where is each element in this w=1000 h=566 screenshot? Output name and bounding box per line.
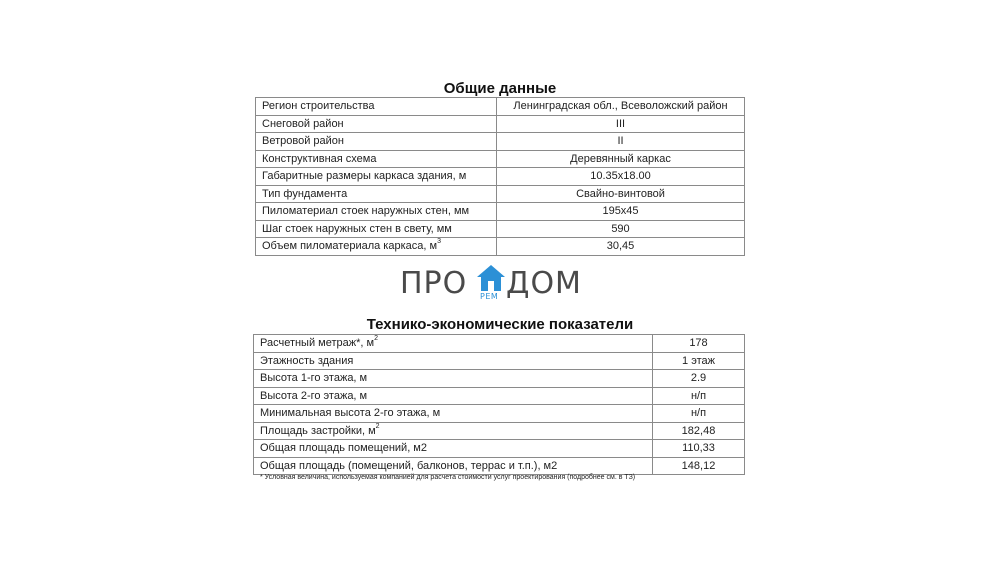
row-label: Ветровой район: [256, 133, 497, 151]
table-row: [256, 238, 745, 256]
table-row: [256, 168, 745, 186]
row-label: Конструктивная схема: [256, 150, 497, 168]
table-row: [256, 133, 745, 151]
row-value: 110,33: [653, 440, 745, 458]
general-data-table: [255, 97, 745, 256]
row-value: 2.9: [653, 370, 745, 388]
table-row: [254, 387, 745, 405]
unit-superscript: 2: [374, 335, 378, 343]
table-row: [256, 185, 745, 203]
row-label: Шаг стоек наружных стен в свету, мм: [256, 220, 497, 238]
row-value: н/п: [653, 387, 745, 405]
row-label: Высота 2-го этажа, м: [254, 387, 653, 405]
table-row: [254, 422, 745, 440]
row-label: [254, 422, 653, 440]
table-row: [254, 457, 745, 475]
table-row: [256, 220, 745, 238]
house-icon: [476, 264, 506, 292]
row-value: 182,48: [653, 422, 745, 440]
footnote: * Условная величина, используемая компанией для расчета стоимости услуг проектирования (подробнее см. в ТЗ): [260, 474, 636, 481]
row-label: Габаритные размеры каркаса здания, м: [256, 168, 497, 186]
table-row: [256, 150, 745, 168]
row-label-text: Объем пиломатериала каркаса, м: [262, 240, 438, 253]
row-value: 1 этаж: [653, 352, 745, 370]
row-label-text: Площадь застройки, м: [260, 424, 376, 437]
row-value: Ленинградская обл., Всеволожский район: [497, 98, 745, 116]
row-label: Общая площадь помещений, м2: [254, 440, 653, 458]
row-value: Деревянный каркас: [497, 150, 745, 168]
table-row: [254, 370, 745, 388]
row-value: 178: [653, 335, 745, 353]
row-label: Пиломатериал стоек наружных стен, мм: [256, 203, 497, 221]
table-row: [254, 440, 745, 458]
row-label: Регион строительства: [256, 98, 497, 116]
table-row: [256, 115, 745, 133]
table-row: [254, 405, 745, 423]
logo-word-left: ПРО: [400, 266, 468, 301]
row-value: 30,45: [497, 238, 745, 256]
tech-indicators-table: [253, 334, 745, 475]
table-row: [254, 335, 745, 353]
unit-superscript: 2: [375, 422, 380, 430]
row-value: II: [497, 133, 745, 151]
general-data-title: Общие данные: [443, 80, 557, 97]
logo-word-right: ДОМ: [506, 266, 582, 301]
row-value: 195x45: [497, 203, 745, 221]
row-label: Этажность здания: [254, 352, 653, 370]
row-label: Общая площадь (помещений, балконов, террас и т.п.), м2: [254, 457, 653, 475]
row-label: Минимальная высота 2-го этажа, м: [254, 405, 653, 423]
row-label-text: Расчетный метраж*, м: [260, 337, 375, 350]
table-row: [254, 352, 745, 370]
unit-superscript: 3: [437, 238, 441, 246]
row-label: Высота 1-го этажа, м: [254, 370, 653, 388]
table-row: [256, 98, 745, 116]
row-value: н/п: [653, 405, 745, 423]
pro-dom-logo: [400, 262, 600, 304]
row-label: [254, 335, 653, 353]
row-value: III: [497, 115, 745, 133]
row-value: 148,12: [653, 457, 745, 475]
row-value: 590: [497, 220, 745, 238]
logo-sub: РЕМ: [480, 292, 499, 301]
row-label: Снеговой район: [256, 115, 497, 133]
row-label: [256, 238, 497, 256]
row-value: 10.35x18.00: [497, 168, 745, 186]
table-row: [256, 203, 745, 221]
tech-indicators-title: Технико-экономические показатели: [366, 316, 634, 333]
row-label: Тип фундамента: [256, 185, 497, 203]
row-value: Свайно-винтовой: [497, 185, 745, 203]
